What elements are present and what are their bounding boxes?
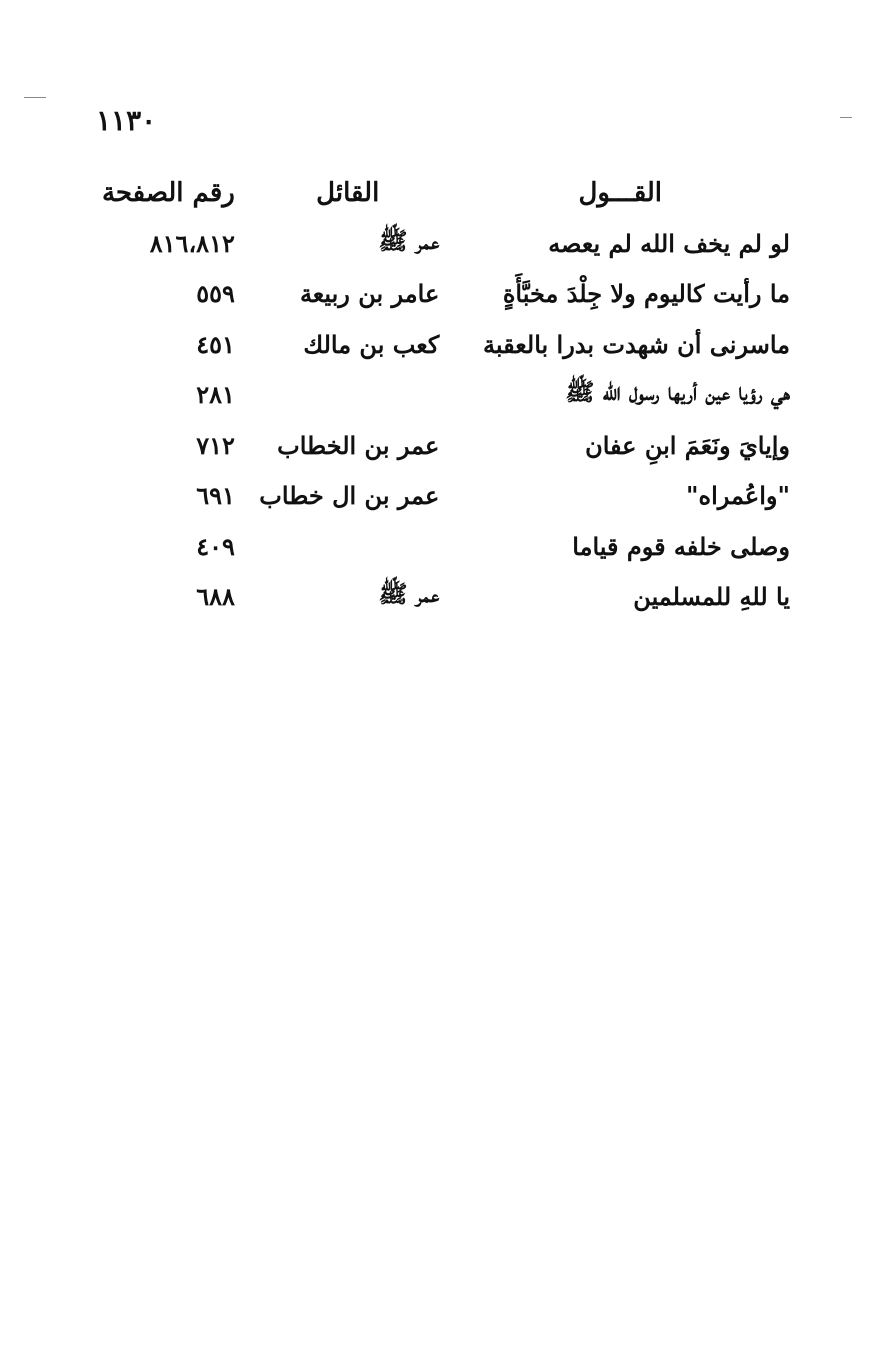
table-row bbox=[100, 218, 790, 269]
scan-mark-left bbox=[24, 97, 46, 98]
row-saying: ماسرنى أن شهدت بدرا بالعقبة bbox=[483, 329, 790, 359]
table-row bbox=[100, 420, 790, 471]
header-page-number: رقم الصفحة bbox=[101, 178, 235, 208]
row-saying: "واعُمراه" bbox=[686, 481, 790, 511]
row-speaker: عامر بن ربيعة bbox=[299, 279, 440, 309]
row-saying: هي رؤيا عين أريها رسول الله ﷺ bbox=[565, 377, 790, 407]
table-row bbox=[100, 572, 790, 623]
row-speaker: كعب بن مالك bbox=[303, 329, 440, 359]
table-header-row bbox=[100, 168, 790, 218]
scan-mark-right bbox=[840, 117, 852, 118]
row-saying: ما رأيت كاليوم ولا جِلْدَ مخبَّأَةٍ bbox=[502, 279, 790, 309]
row-speaker bbox=[235, 370, 439, 421]
row-page: ٤٥١ bbox=[196, 329, 235, 359]
row-page: ٥٥٩ bbox=[196, 279, 235, 309]
row-saying: لو لم يخف الله لم يعصه bbox=[548, 228, 790, 258]
row-saying: وإيايَ ونَعَمَ ابنِ عفان bbox=[585, 430, 790, 460]
page-number: ١١٣٠ bbox=[96, 104, 157, 137]
row-page: ٦٨٨ bbox=[196, 582, 235, 612]
sayings-index-table bbox=[100, 168, 790, 622]
row-page: ٧١٢ bbox=[196, 430, 235, 460]
header-speaker: القائل bbox=[316, 178, 380, 208]
table-row bbox=[100, 471, 790, 522]
row-page: ٦٩١ bbox=[196, 481, 235, 511]
row-speaker: عمر بن الخطاب bbox=[277, 430, 440, 460]
table-row bbox=[100, 269, 790, 320]
row-speaker bbox=[235, 521, 439, 572]
table-row bbox=[100, 370, 790, 421]
row-page: ٨١٦،٨١٢ bbox=[149, 228, 235, 258]
row-page: ٤٠٩ bbox=[196, 531, 235, 561]
row-saying: يا للهِ للمسلمين bbox=[633, 582, 790, 612]
table-row bbox=[100, 319, 790, 370]
row-page: ٢٨١ bbox=[196, 380, 235, 410]
header-saying: القـــول bbox=[578, 178, 662, 208]
row-speaker: عمر ﷺ bbox=[378, 579, 440, 609]
table-row bbox=[100, 521, 790, 572]
row-speaker: عمر ﷺ bbox=[378, 225, 440, 255]
row-speaker: عمر بن ال خطاب bbox=[259, 481, 440, 511]
row-saying: وصلى خلفه قوم قياما bbox=[572, 531, 790, 561]
